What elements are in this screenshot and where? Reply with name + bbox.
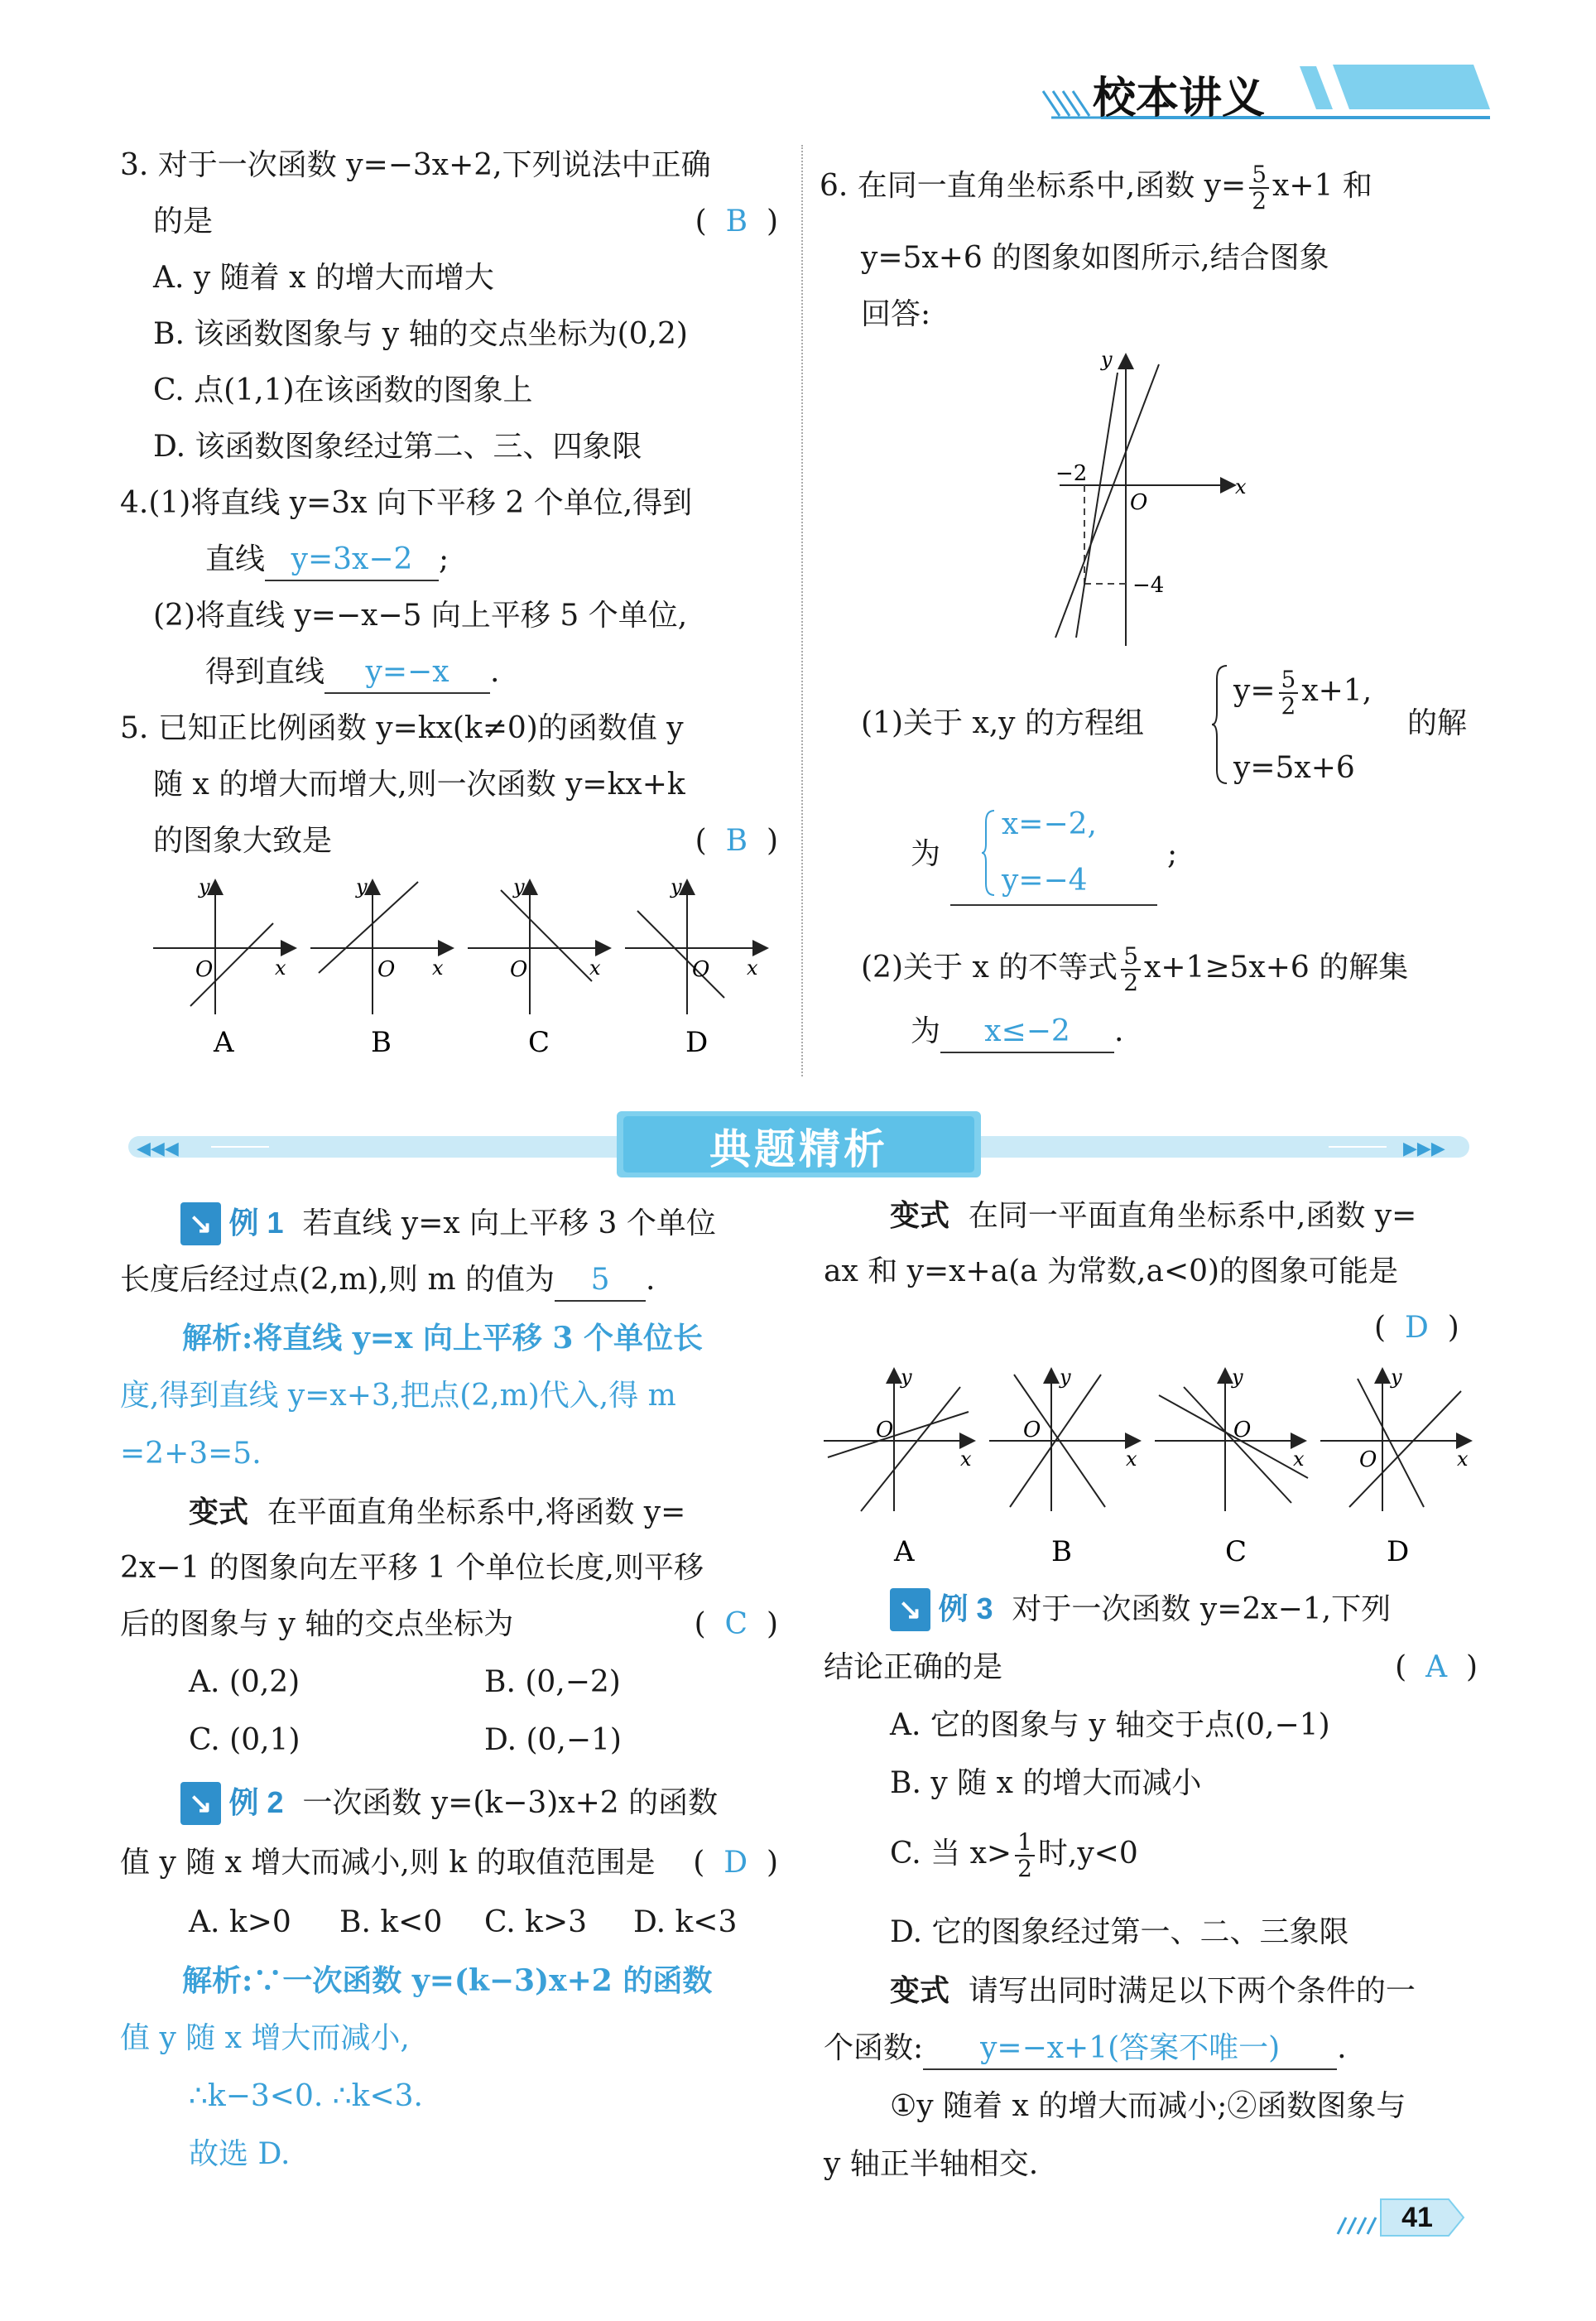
svg-text:y: y — [199, 875, 210, 898]
page-number: 41 — [1401, 2202, 1433, 2233]
ex3-line-1: ↘ 例 3 对于一次函数 y=2x−1,下列 — [890, 1588, 1391, 1631]
q6-line-2: y=5x+6 的图象如图所示,结合图象 — [861, 241, 1329, 275]
svg-text:y: y — [1060, 1365, 1071, 1389]
q5-label-a: A — [214, 1026, 234, 1059]
q6-part2-answer-line: 为 x≤−2 . — [911, 1012, 1123, 1053]
ex1-solution-1: 解析:将直线 y=x 向上平移 3 个单位长 — [182, 1321, 704, 1356]
var3-line-1: 变式 请写出同时满足以下两个条件的一 — [890, 1973, 1416, 2008]
ex1-line-2: 长度后经过点(2,m),则 m 的值为 5 . — [120, 1260, 656, 1302]
svg-text:x: x — [960, 1447, 972, 1471]
svg-text:▶▶▶: ▶▶▶ — [1403, 1139, 1445, 1159]
var2-label-b: B — [1051, 1535, 1072, 1568]
q6-answer-2: x≤−2 — [940, 1012, 1114, 1053]
svg-text:O: O — [1359, 1447, 1377, 1472]
svg-text:O: O — [195, 957, 214, 982]
var1-line-2: 2x−1 的图象向左平移 1 个单位长度,则平移 — [120, 1551, 704, 1585]
ex2-option-d: D. k<3 — [633, 1905, 738, 1939]
svg-text:y: y — [513, 875, 525, 898]
var3-line-4: y 轴正半轴相交. — [824, 2147, 1039, 2181]
q6-line-3: 回答: — [861, 297, 931, 331]
ex2-solution-2: 值 y 随 x 增大而减小, — [120, 2021, 410, 2055]
var1-tag: 变式 — [189, 1495, 249, 1529]
var3-tag: 变式 — [890, 1973, 950, 2008]
var1-option-c: C. (0,1) — [189, 1723, 300, 1757]
var2-graph-b — [989, 1365, 1138, 1568]
column-divider — [801, 145, 803, 1076]
ex1-line-1: ↘ 例 1 若直线 y=x 向上平移 3 个单位 — [180, 1202, 716, 1245]
var2-graph-c — [1155, 1365, 1308, 1568]
q6-brace — [1210, 662, 1230, 787]
q4-line-2: 直线 y=3x−2 ; — [205, 540, 449, 581]
svg-text:x: x — [275, 956, 286, 980]
q5-label-c: C — [528, 1026, 550, 1059]
q4-line-3: (2)将直线 y=−x−5 向上平移 5 个单位, — [153, 599, 688, 633]
q6-part2: (2)关于 x 的不等式 $\frac{5}{2}$ x+1≥5x+6 的解集 — [861, 942, 1409, 996]
var2-label-d: D — [1387, 1535, 1410, 1568]
ex2-solution-4: 故选 D. — [189, 2137, 291, 2171]
var2-line-1: 变式 在同一平面直角坐标系中,函数 y= — [890, 1198, 1417, 1233]
q3-option-a: A. y 随着 x 的增大而增大 — [153, 261, 494, 295]
ex2-solution-1: 解析:∵一次函数 y=(k−3)x+2 的函数 — [182, 1963, 713, 1998]
page-number-badge — [1333, 2193, 1465, 2242]
svg-text:y: y — [356, 875, 368, 898]
var2-graphs — [820, 1362, 1482, 1577]
q6-line-1: 6. 在同一直角坐标系中,函数 y= $\frac{5}{2}$ x+1 和 — [820, 161, 1372, 214]
q5-graph-d — [625, 875, 766, 1059]
svg-text:y: y — [901, 1365, 912, 1389]
q6-system-eq2: y=5x+6 — [1233, 751, 1355, 785]
svg-text:O: O — [510, 957, 528, 982]
header-title: 校本讲义 — [1093, 75, 1266, 123]
q6-part1: (1)关于 x,y 的方程组 — [861, 706, 1144, 740]
ex2-option-a: A. k>0 — [189, 1905, 291, 1939]
var2-graph-a — [824, 1365, 973, 1568]
q4-answer-1: y=3x−2 — [265, 540, 439, 581]
banner-title: 典题精析 — [709, 1126, 888, 1173]
var2-line-2: ax 和 y=x+a(a 为常数,a<0)的图象可能是 — [824, 1254, 1399, 1288]
page-header — [1026, 58, 1490, 124]
svg-text:O: O — [1023, 1418, 1041, 1442]
svg-text:y: y — [1391, 1365, 1402, 1389]
ex2-line-2: 值 y 随 x 增大而减小,则 k 的取值范围是 ( D ) — [120, 1846, 778, 1880]
ex3-answer: A — [1425, 1650, 1448, 1684]
q5-graph-b — [310, 875, 451, 1059]
ex2-option-b: B. k<0 — [339, 1905, 443, 1939]
var1-line-1: 变式 在平面直角坐标系中,将函数 y= — [189, 1495, 686, 1529]
ex1-solution-2: 度,得到直线 y=x+3,把点(2,m)代入,得 m — [120, 1379, 676, 1413]
svg-text:x: x — [1457, 1447, 1469, 1471]
q3-stem: 3. 对于一次函数 y=−3x+2,下列说法中正确 — [120, 148, 711, 182]
ex1-solution-3: =2+3=5. — [120, 1437, 262, 1471]
var2-tag: 变式 — [890, 1198, 950, 1233]
svg-text:O: O — [692, 957, 710, 982]
q3-option-d: D. 该函数图象经过第二、三、四象限 — [153, 430, 642, 464]
q6-answer-1b: y=−4 — [1002, 864, 1088, 898]
ex3-option-c: C. 当 x> $\frac{1}{2}$ 时,y<0 — [890, 1828, 1138, 1882]
q6-graph-y: y — [1101, 348, 1113, 371]
svg-text:O: O — [377, 957, 396, 982]
q5-graph-a — [153, 875, 294, 1059]
svg-text:x: x — [747, 956, 758, 980]
ex2-solution-3: ∴k−3<0. ∴k<3. — [189, 2079, 423, 2113]
ex3-option-d: D. 它的图象经过第一、二、三象限 — [890, 1915, 1349, 1949]
ex1-tag: ↘ — [180, 1202, 221, 1245]
q5-label-d: D — [685, 1026, 709, 1059]
ex2-answer: D — [723, 1846, 748, 1880]
q4-line-1: 4.(1)将直线 y=3x 向下平移 2 个单位,得到 — [120, 486, 693, 520]
q5-line-3: 的图象大致是 ( B ) — [153, 824, 778, 858]
q4-line-4: 得到直线 y=−x . — [205, 652, 499, 694]
var3-line-3: ①y 随着 x 的增大而减小;②函数图象与 — [890, 2089, 1406, 2123]
ex2-line-1: ↘ 例 2 一次函数 y=(k−3)x+2 的函数 — [180, 1782, 718, 1825]
q6-answer-1-suffix: ; — [1167, 837, 1178, 871]
q4-answer-2: y=−x — [324, 652, 490, 694]
ex2-tag: ↘ — [180, 1782, 221, 1825]
var1-answer: C — [724, 1607, 748, 1641]
var1-line-3: 后的图象与 y 轴的交点坐标为 ( C ) — [120, 1607, 778, 1641]
var2-answer: D — [1404, 1311, 1429, 1345]
section-banner — [128, 1110, 1469, 1184]
q3-option-b: B. 该函数图象与 y 轴的交点坐标为(0,2) — [153, 317, 688, 351]
q5-graphs — [141, 874, 786, 1072]
ex1-answer: 5 — [555, 1260, 646, 1302]
ex3-line-2: 结论正确的是 ( A ) — [824, 1650, 1478, 1684]
q6-graph-minus4: −4 — [1132, 573, 1165, 598]
svg-text:x: x — [432, 956, 444, 980]
q6-answer-brace — [981, 807, 997, 898]
q5-line-2: 随 x 的增大而增大,则一次函数 y=kx+k — [153, 768, 685, 802]
svg-text:x: x — [1293, 1447, 1305, 1471]
q6-answer-1a: x=−2, — [1002, 807, 1097, 841]
var1-option-b: B. (0,−2) — [484, 1665, 621, 1699]
q6-answer-1-prefix: 为 — [911, 837, 941, 871]
q5-label-b: B — [371, 1026, 392, 1059]
svg-text:O: O — [1233, 1418, 1252, 1442]
q6-graph — [1035, 339, 1300, 654]
var2-label-a: A — [894, 1535, 915, 1568]
q6-part1-tail: 的解 — [1407, 706, 1468, 740]
var3-line-2: 个函数: y=−x+1(答案不唯一) . — [824, 2029, 1347, 2070]
ex3-option-b: B. y 随 x 的增大而减小 — [890, 1766, 1202, 1800]
svg-text:x: x — [589, 956, 601, 980]
ex3-option-a: A. 它的图象与 y 轴交于点(0,−1) — [890, 1708, 1330, 1742]
svg-text:y: y — [671, 875, 682, 898]
q5-line-1: 5. 已知正比例函数 y=kx(k≠0)的函数值 y — [120, 711, 684, 745]
q6-graph-minus2: −2 — [1055, 461, 1088, 486]
q5-answer: B — [725, 824, 748, 858]
var2-graph-d — [1320, 1365, 1469, 1568]
var2-answer-row: ( D ) — [1374, 1311, 1459, 1345]
svg-text:O: O — [876, 1418, 894, 1442]
q6-graph-origin: O — [1130, 490, 1148, 515]
q3-answer: B — [725, 205, 748, 238]
q3-option-c: C. 点(1,1)在该函数的图象上 — [153, 373, 533, 407]
var3-answer: y=−x+1(答案不唯一) — [923, 2029, 1337, 2070]
q6-system-eq1: y= $\frac{5}{2}$ x+1, — [1233, 666, 1372, 720]
var1-option-a: A. (0,2) — [189, 1665, 300, 1699]
svg-text:x: x — [1126, 1447, 1137, 1471]
var1-option-d: D. (0,−1) — [484, 1723, 622, 1757]
var2-label-c: C — [1225, 1535, 1247, 1568]
svg-text:◀◀◀: ◀◀◀ — [137, 1139, 179, 1159]
q6-graph-x: x — [1235, 475, 1247, 498]
ex3-tag: ↘ — [890, 1588, 930, 1631]
svg-text:y: y — [1232, 1365, 1243, 1389]
q6-answer-1-underline — [950, 904, 1157, 906]
q3-stem-2: 的是 ( B ) — [153, 205, 778, 238]
q5-graph-c — [468, 875, 608, 1059]
ex2-option-c: C. k>3 — [484, 1905, 588, 1939]
q6-fraction: $\frac{5}{2}$ — [1249, 162, 1269, 214]
